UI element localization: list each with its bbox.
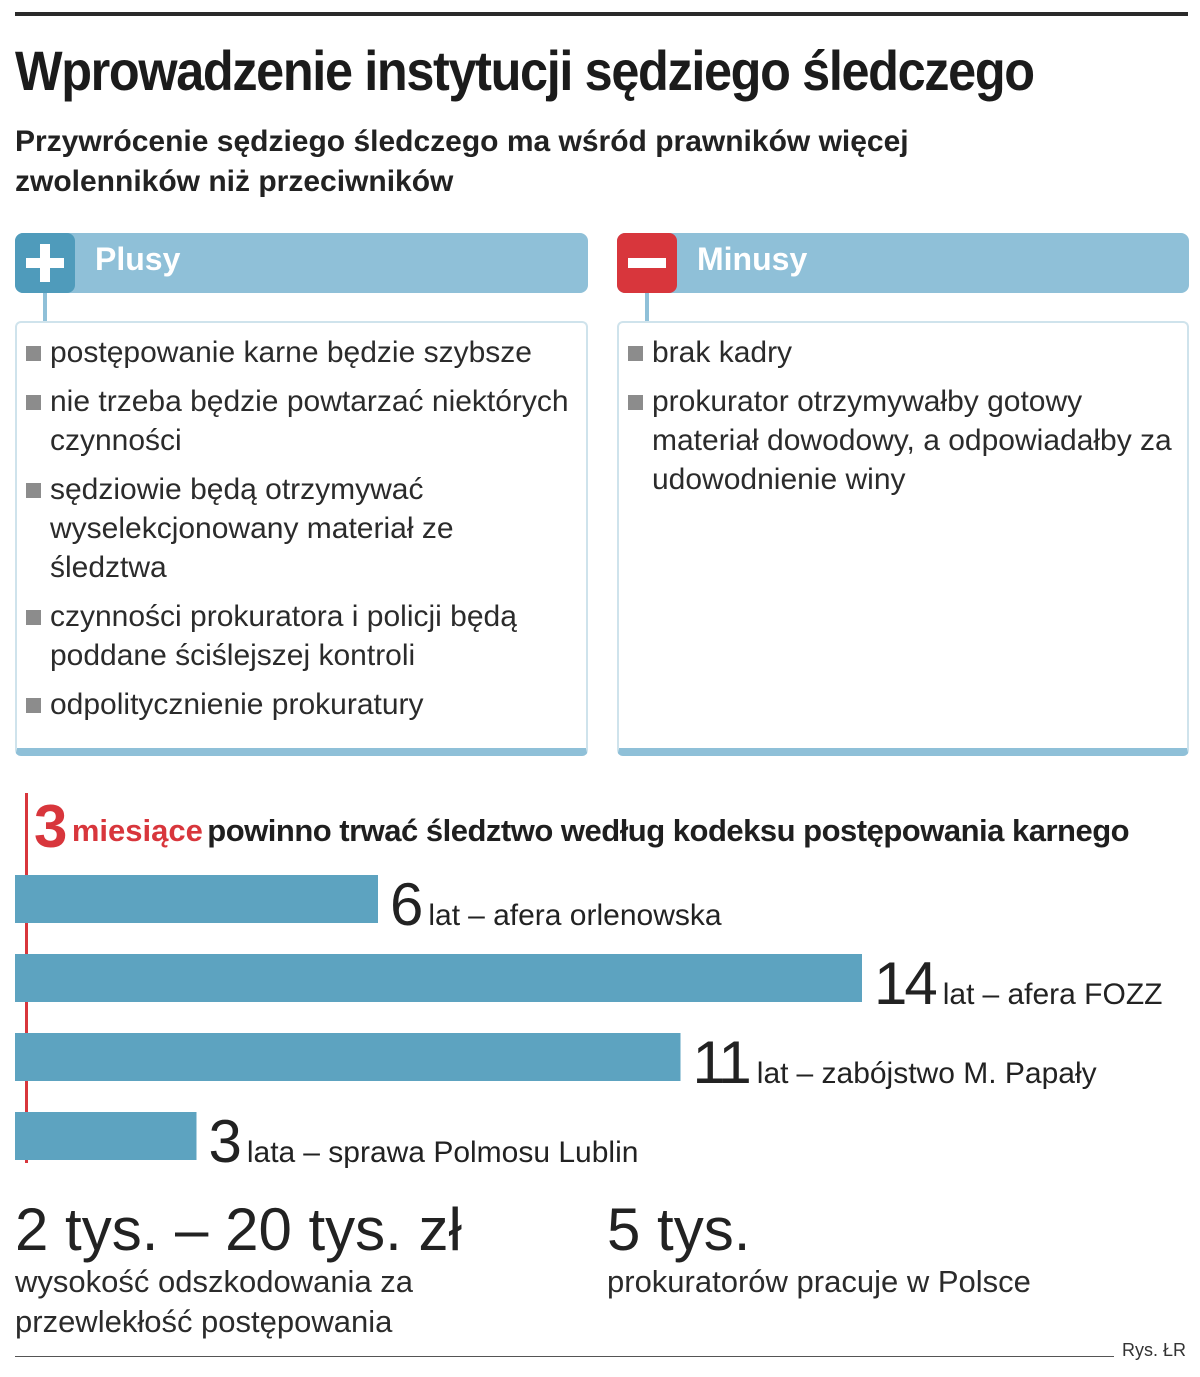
bar-label-3 (209, 1108, 639, 1175)
plusy-label: Plusy (95, 241, 181, 277)
plusy-item (26, 597, 576, 675)
bar-value-3: 3 (208, 1108, 239, 1175)
bottom-rule (15, 1356, 1115, 1357)
minusy-box (617, 321, 1189, 756)
plusy-item-text: odpolitycznienie prokuratury (50, 688, 424, 721)
minus-icon (617, 233, 677, 293)
bullet-square-icon (26, 346, 41, 361)
plusy-item (26, 382, 576, 460)
stat-compensation-value: 2 tys. – 20 tys. zł (15, 1196, 462, 1263)
bar-value-2: 11 (692, 1029, 749, 1096)
plusy-item (26, 333, 576, 372)
page-subtitle: Przywrócenie sędziego śledczego ma wśród prawników więcej zwolenników niż przeciwników (15, 125, 909, 198)
bullet-square-icon (26, 395, 41, 410)
stat-prosecutors (607, 1195, 1167, 1302)
plusy-item-text: sędziowie będą otrzymywać wyselekcjonowany materiał ze śledztwa (50, 473, 454, 584)
bar-unit-2: lat (756, 1057, 789, 1090)
bullet-square-icon (26, 698, 41, 713)
plusy-box (15, 321, 588, 756)
bar-text-1: – afera FOZZ (982, 978, 1163, 1011)
bar-chart (0, 860, 1200, 1180)
bar-value-1: 14 (874, 950, 935, 1017)
minusy-stem (645, 293, 649, 323)
minusy-list (628, 333, 1183, 509)
reference-value: 3 (34, 793, 68, 860)
bar-label-1 (874, 950, 1162, 1017)
stat-compensation (15, 1195, 535, 1342)
credit: Rys. ŁR (1114, 1340, 1186, 1361)
bar-2 (15, 1033, 681, 1081)
bar-label-2 (693, 1029, 1097, 1096)
stat-prosecutors-text: prokuratorów pracuje w Polsce (607, 1264, 1031, 1299)
plus-icon (15, 233, 75, 293)
minusy-header (617, 233, 1189, 293)
bullet-square-icon (628, 395, 643, 410)
plusy-list (26, 333, 576, 734)
chart-title (34, 792, 1129, 861)
plusy-item (26, 470, 576, 587)
plusy-header (15, 233, 588, 293)
minusy-item-text: brak kadry (652, 336, 793, 369)
plusy-item-text: postępowanie karne będzie szybsze (50, 336, 532, 369)
bar-unit-3: lata (246, 1136, 296, 1169)
plusy-stem (43, 293, 47, 323)
stat-compensation-text: wysokość odszkodowania za przewlekłość postępowania (15, 1264, 414, 1339)
top-rule (15, 12, 1188, 16)
plusy-item (26, 685, 576, 724)
bar-text-2: – zabójstwo M. Papały (796, 1057, 1097, 1090)
bar-1 (15, 954, 862, 1002)
bar-unit-0: lat (428, 899, 461, 932)
plusy-item-text: czynności prokuratora i policji będą poddane ściślejszej kontroli (50, 600, 517, 672)
bullet-square-icon (26, 610, 41, 625)
bar-value-0: 6 (390, 871, 421, 938)
bar-3 (15, 1112, 197, 1160)
minusy-label: Minusy (697, 241, 808, 277)
page-title: Wprowadzenie instytucji sędziego śledczego (15, 39, 1034, 102)
bullet-square-icon (628, 346, 643, 361)
bar-text-0: – afera orlenowska (468, 899, 722, 932)
stat-prosecutors-value: 5 tys. (607, 1196, 751, 1263)
bar-label-0 (390, 871, 722, 938)
bar-unit-1: lat (942, 978, 975, 1011)
minusy-item (628, 382, 1183, 499)
bar-text-3: – sprawa Polmosu Lublin (303, 1136, 639, 1169)
minusy-item (628, 333, 1183, 372)
bullet-square-icon (26, 483, 41, 498)
reference-text: powinno trwać śledztwo według kodeksu postępowania karnego (207, 813, 1130, 848)
bar-0 (15, 875, 378, 923)
reference-unit: miesiące (71, 813, 203, 848)
plusy-item-text: nie trzeba będzie powtarzać niektórych czynności (50, 385, 569, 457)
minusy-item-text: prokurator otrzymywałby gotowy materiał dowodowy, a odpowiadałby za udowodnienie winy (652, 385, 1172, 496)
